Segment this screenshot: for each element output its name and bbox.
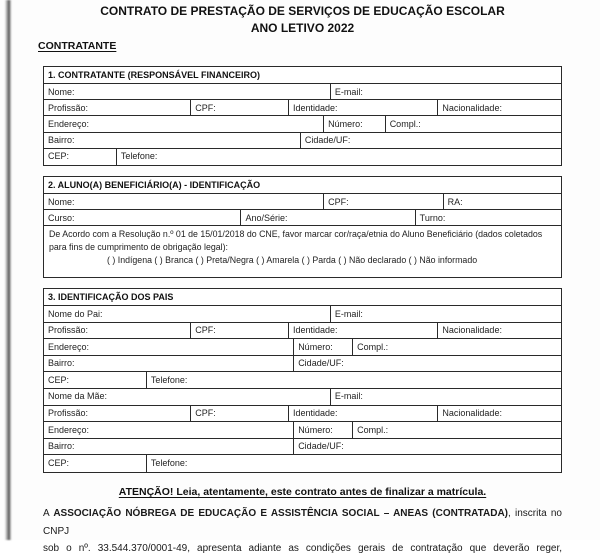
form-row: [44, 84, 561, 100]
attention-notice: [43, 486, 562, 498]
field-profissao: [44, 100, 190, 115]
field-label: CPF:: [195, 408, 216, 419]
field-label: Número:: [298, 341, 333, 352]
field-bairro: [44, 439, 293, 455]
field-label: Compl.:: [389, 118, 421, 129]
field-label: Ano/Série:: [245, 212, 288, 223]
field-compl: [352, 339, 561, 355]
field-label: Número:: [328, 118, 363, 129]
section-header: 1. CONTRATANTE (RESPONSÁVEL FINANCEIRO): [48, 69, 261, 80]
field-label: CPF:: [195, 102, 216, 113]
field-label: Cidade/UF:: [298, 358, 344, 369]
field-label: Telefone:: [120, 151, 158, 162]
form-row: [44, 372, 561, 389]
table-aluno-beneficiario: [43, 176, 562, 278]
form-row: [44, 389, 561, 406]
field-cpf: [190, 406, 288, 422]
field-ra: [443, 194, 561, 209]
field-label: Identidade:: [293, 325, 338, 336]
table-header-row: [44, 289, 561, 306]
field-label: Compl.:: [357, 424, 389, 435]
intro-prefix: A: [43, 508, 54, 519]
field-cep: [44, 455, 146, 472]
field-endereco: [44, 116, 323, 131]
table-contratante: [43, 66, 562, 166]
field-label: Bairro:: [48, 358, 75, 369]
field-label: CPF:: [328, 196, 349, 207]
form-row: [44, 356, 561, 373]
field-telefone: [146, 372, 561, 388]
field-cidade-uf: [293, 356, 561, 372]
document-subtitle: ANO LETIVO 2022: [250, 20, 355, 35]
intro-line-1: [43, 505, 562, 540]
field-label: Endereço:: [48, 424, 90, 435]
field-label: Profissão:: [48, 325, 89, 336]
field-identidade: [288, 406, 437, 422]
field-cidade-uf: [293, 439, 561, 455]
field-label: Cidade/UF:: [298, 441, 344, 452]
field-curso: [44, 210, 240, 225]
field-label: Cidade/UF:: [304, 135, 351, 146]
field-nacionalidade: [437, 100, 561, 115]
field-numero: [293, 339, 352, 355]
field-label: Telefone:: [150, 374, 188, 385]
race-note-cell: [44, 226, 561, 277]
form-row: [44, 406, 561, 423]
field-nome: [44, 194, 323, 209]
field-label: Nacionalidade:: [442, 325, 502, 336]
field-telefone: [116, 149, 561, 165]
field-nacionalidade: [437, 406, 561, 422]
field-turno: [415, 210, 561, 225]
field-identidade: [288, 100, 437, 115]
field-label: Nome:: [48, 196, 75, 207]
field-profissao: [44, 323, 190, 339]
field-label: Turno:: [419, 212, 446, 223]
attention-text: ATENÇÃO! Leia, atentamente, este contrato antes de finalizar a matrícula.: [118, 486, 487, 498]
form-row: [44, 116, 561, 132]
field-label: Identidade:: [293, 408, 338, 419]
field-compl: [352, 422, 561, 438]
field-label: Compl.:: [357, 341, 389, 352]
field-e-mail: [330, 389, 561, 405]
race-options-line: ( ) Indígena ( ) Branca ( ) Preta/Negra ( ) Amarela ( ) Parda ( ) Não declarado ( ) Não informado: [107, 254, 478, 265]
field-label: Bairro:: [48, 135, 75, 146]
section-header: 3. IDENTIFICAÇÃO DOS PAIS: [48, 291, 174, 302]
field-label: Curso:: [48, 212, 75, 223]
field-nacionalidade: [437, 323, 561, 339]
field-numero: [323, 116, 385, 131]
page-scan-edge: [5, 0, 12, 540]
field-label: Profissão:: [48, 102, 89, 113]
field-label: CPF:: [195, 325, 216, 336]
field-label: RA:: [447, 196, 463, 207]
form-row: [44, 439, 561, 456]
field-bairro: [44, 133, 300, 148]
field-label: E-mail:: [334, 308, 363, 319]
form-row: [44, 149, 561, 165]
form-row: [44, 455, 561, 472]
field-endereco: [44, 339, 293, 355]
field-label: Nome:: [48, 86, 75, 97]
field-identidade: [288, 323, 437, 339]
field-cpf: [190, 100, 288, 115]
table-identificacao-pais: [43, 288, 562, 473]
form-row: [44, 210, 561, 226]
contract-intro-paragraph: [43, 505, 562, 558]
field-nome-da-mae: [44, 389, 330, 405]
field-label: E-mail:: [334, 86, 363, 97]
field-label: Telefone:: [150, 457, 188, 468]
form-row: [44, 323, 561, 340]
field-label: E-mail:: [334, 391, 363, 402]
section-header: 2. ALUNO(A) BENEFICIÁRIO(A) - IDENTIFICAÇÃO: [48, 179, 261, 190]
field-label: Número:: [298, 424, 333, 435]
race-note-row: [44, 226, 561, 277]
contratante-heading: CONTRATANTE: [38, 40, 117, 52]
field-endereco: [44, 422, 293, 438]
field-numero: [293, 422, 352, 438]
field-label: Identidade:: [293, 102, 338, 113]
field-cpf: [190, 323, 288, 339]
race-declaration-note: De Acordo com a Resolução n.º 01 de 15/01/2018 do CNE, favor marcar cor/raça/etnia do Aluno Beneficiário (dados coletados para fins de cumprimento de obrigação legal):: [49, 229, 543, 252]
field-label: Nacionalidade:: [442, 102, 502, 113]
intro-line-2: sob o nº. 33.544.370/0001-49, apresenta adiante as condições gerais de contratação que deverão reger,: [43, 543, 562, 554]
field-bairro: [44, 356, 293, 372]
field-label: CEP:: [48, 151, 70, 162]
table-header-row: [44, 67, 561, 84]
field-telefone: [146, 455, 561, 472]
field-e-mail: [330, 84, 561, 99]
field-cidade-uf: [300, 133, 561, 148]
field-label: Nome da Mãe:: [48, 391, 108, 402]
field-e-mail: [330, 306, 561, 322]
field-ano-serie: [240, 210, 414, 225]
field-label: Nome do Pai:: [48, 308, 103, 319]
field-label: Nacionalidade:: [442, 408, 502, 419]
contratada-name: ASSOCIAÇÃO NÓBREGA DE EDUCAÇÃO E ASSISTÊNCIA SOCIAL – ANEAS (CONTRATADA): [53, 508, 509, 519]
field-nome: [44, 84, 330, 99]
field-label: Bairro:: [48, 441, 75, 452]
table-header-row: [44, 177, 561, 194]
document-title-block: [43, 3, 562, 36]
form-row: [44, 422, 561, 439]
field-nome-do-pai: [44, 306, 330, 322]
field-cep: [44, 372, 146, 388]
form-row: [44, 194, 561, 210]
field-label: Profissão:: [48, 408, 89, 419]
field-cpf: [323, 194, 442, 209]
field-compl: [385, 116, 561, 131]
form-row: [44, 133, 561, 149]
field-profissao: [44, 406, 190, 422]
field-label: CEP:: [48, 457, 70, 468]
form-row: [44, 100, 561, 116]
intro-line1-rest: , inscrita no CNPJ: [43, 508, 562, 537]
form-row: [44, 306, 561, 323]
field-label: Endereço:: [48, 341, 90, 352]
field-label: CEP:: [48, 374, 70, 385]
field-cep: [44, 149, 116, 165]
form-row: [44, 339, 561, 356]
document-title: CONTRATO DE PRESTAÇÃO DE SERVIÇOS DE EDUCAÇÃO ESCOLAR: [100, 4, 505, 18]
field-label: Endereço:: [48, 118, 90, 129]
